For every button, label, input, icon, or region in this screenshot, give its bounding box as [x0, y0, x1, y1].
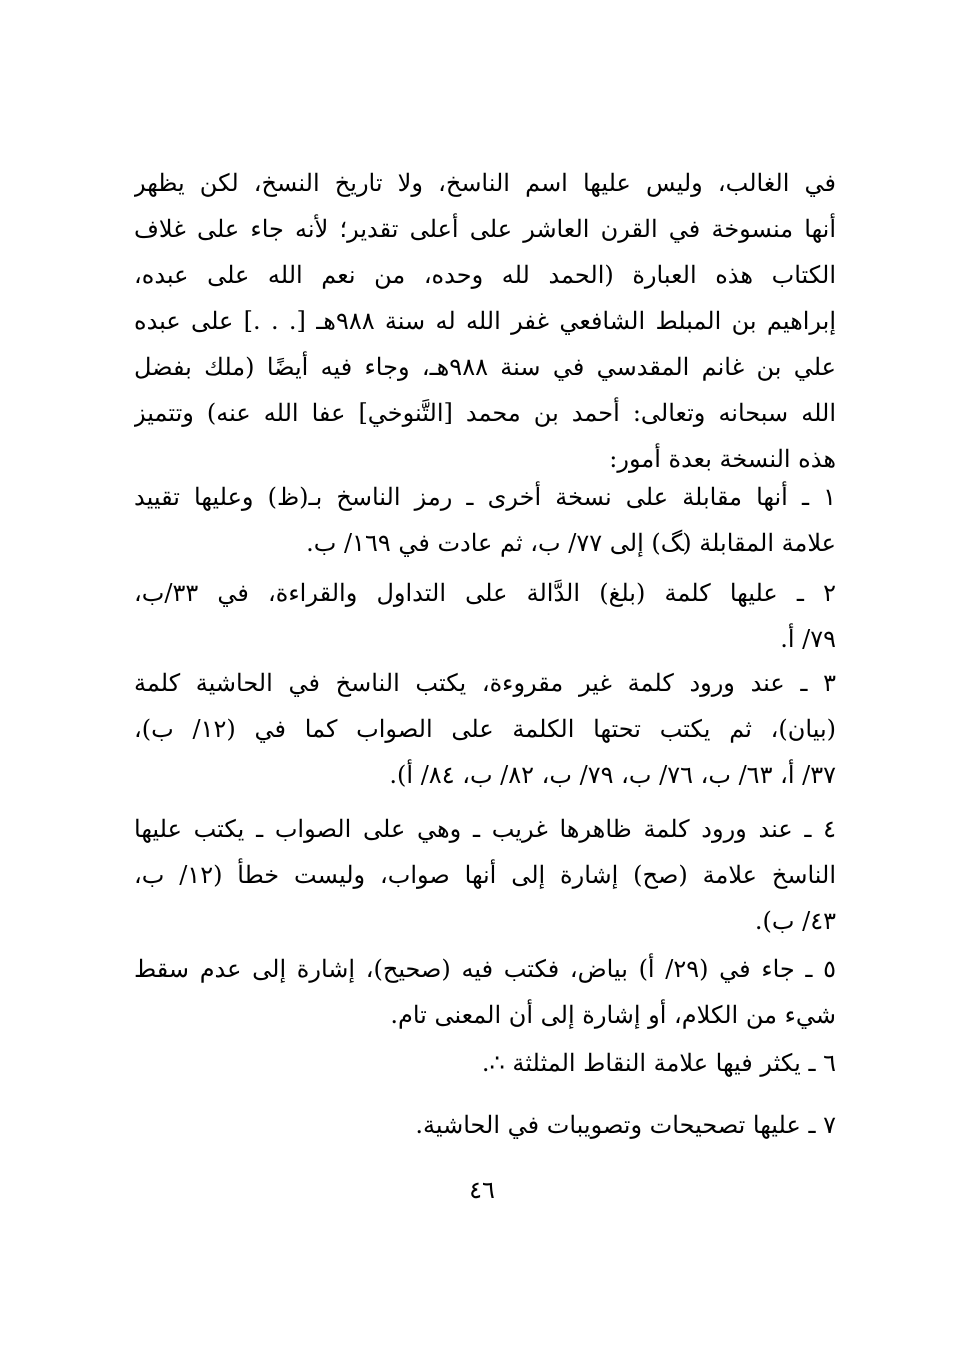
- intro-line-3: الكتاب هذه العبارة (الحمد لله وحده، من نعم الله على عبده،: [134, 261, 836, 289]
- list-item-6: [134, 1040, 836, 1086]
- intro-line-1: في الغالب، وليس عليها اسم الناسخ، ولا تاريخ النسخ، لكن يظهر: [134, 169, 836, 197]
- item1-line-2: علامة المقابلة (ﮓ) إلى ٧٧/ ب، ثم عادت في ١٦٩/ ب.: [306, 529, 836, 557]
- intro-line-2: أنها منسوخة في القرن العاشر على أعلى تقدير؛ لأنه جاء على غلاف: [134, 215, 836, 243]
- list-item-5: [134, 946, 836, 1038]
- list-item-2: [134, 570, 836, 662]
- item3-line-3: ٣٧/ أ، ٦٣/ ب، ٧٦/ ب، ٧٩/ ب، ٨٢/ ب، ٨٤/ أ).: [389, 761, 836, 789]
- intro-line-4: إبراهيم بن المبلط الشافعي غفر الله له سنة ٩٨٨هـ [. . .] على عبده: [134, 307, 836, 335]
- item3-line-2: (بيان)، ثم يكتب تحتها الكلمة على الصواب كما في (١٢/ ب)،: [134, 715, 836, 743]
- intro-line-7: هذه النسخة بعدة أمور:: [609, 445, 836, 473]
- list-item-4: [134, 806, 836, 944]
- item4-line-3: ٤٣/ ب).: [754, 907, 836, 935]
- item4-line-1: ٤ ـ عند ورود كلمة ظاهرها غريب ـ وهي على الصواب ـ يكتب عليها: [134, 815, 836, 843]
- item6-line-1: ٦ ـ يكثر فيها علامة النقاط المثلثة ∴.: [481, 1049, 836, 1077]
- page-number: ٤٦: [469, 1176, 495, 1204]
- intro-line-5: علي بن غانم المقدسي في سنة ٩٨٨هـ، وجاء فيه أيضًا (ملك بفضل: [134, 353, 836, 381]
- list-item-7: [134, 1102, 836, 1148]
- list-item-3: [134, 660, 836, 798]
- item5-line-1: ٥ ـ جاء في (٢٩/ أ) بياض، فكتب فيه (صحيح)، إشارة إلى عدم سقط: [134, 955, 836, 983]
- intro-paragraph: [134, 160, 836, 482]
- item7-line-1: ٧ ـ عليها تصحيحات وتصويبات في الحاشية.: [415, 1111, 836, 1139]
- item3-line-1: ٣ ـ عند ورود كلمة غير مقروءة، يكتب الناسخ في الحاشية كلمة: [134, 669, 836, 697]
- item2-line-2: ٧٩/ أ.: [780, 625, 836, 653]
- item4-line-2: الناسخ علامة (صح) إشارة إلى أنها صواب، وليست خطأ (١٢/ ب،: [134, 861, 836, 889]
- item2-line-1: ٢ ـ عليها كلمة (بلغ) الدَّالة على التداول والقراءة، في ٣٣/ب،: [134, 579, 836, 607]
- item5-line-2: شيء من الكلام، أو إشارة إلى أن المعنى تام.: [390, 1001, 836, 1029]
- item1-line-1: ١ ـ أنها مقابلة على نسخة أخرى ـ رمز الناسخ بـ(ظ) وعليها تقييد: [134, 483, 836, 511]
- intro-line-6: الله سبحانه وتعالى: أحمد بن محمد [التَّنوخي] عفا الله عنه) وتتميز: [134, 399, 836, 427]
- list-item-1: [134, 474, 836, 566]
